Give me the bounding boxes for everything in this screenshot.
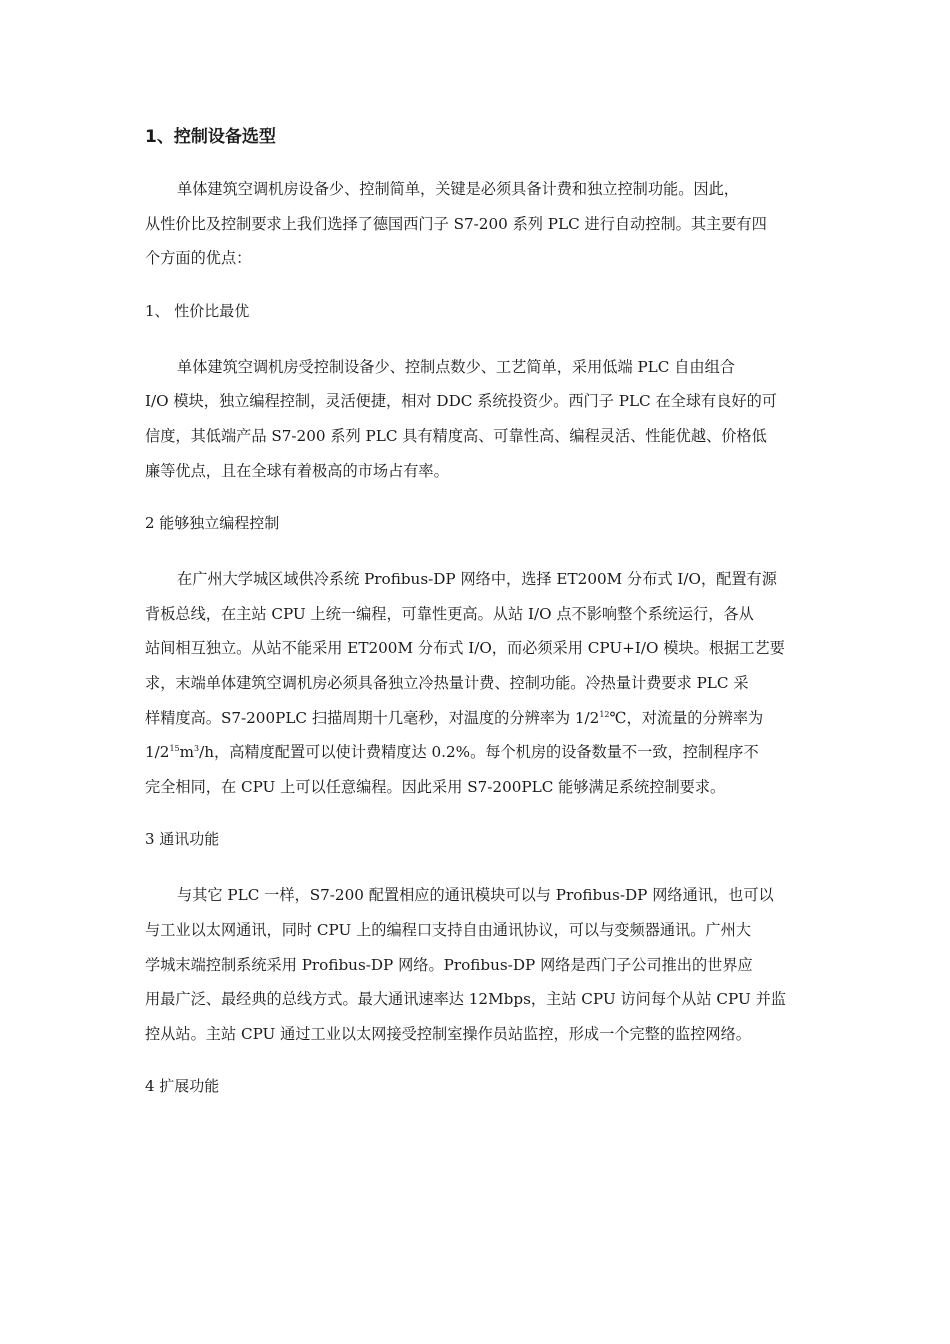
text-fragment: /h，高精度配置可以使计费精度达 0.2%。每个机房的设备数量不一致，控制程序不 (199, 743, 759, 762)
text-line: 控从站。主站 CPU 通过工业以太网接受控制室操作员站监控，形成一个完整的监控网络。 (145, 1024, 751, 1043)
text-line (145, 735, 805, 770)
document-body (145, 122, 805, 1101)
text-fragment: 样精度高。S7-200PLC 扫描周期十几毫秒，对温度的分辨率为 1/2 (145, 708, 600, 727)
body-paragraph (145, 350, 805, 488)
text-line: 与工业以太网通讯，同时 CPU 上的编程口支持自由通讯协议，可以与变频器通讯。广州大 (145, 920, 751, 939)
text-fragment: 1/2 (145, 743, 170, 762)
text-line: 用最广泛、最经典的总线方式。最大通讯速率达 12Mbps，主站 CPU 访问每个从站 CPU 并监 (145, 990, 786, 1009)
text-line: 单体建筑空调机房设备少、控制简单，关键是必须具备计费和独立控制功能。因此， (177, 180, 739, 198)
text-line: 学城末端控制系统采用 Profibus-DP 网络。Profibus-DP 网络是西门子公司推出的世界应 (145, 955, 753, 974)
text-line: 廉等优点，且在全球有着极高的市场占有率。 (145, 461, 449, 480)
text-line (145, 701, 805, 736)
subsection-title: 3 通讯功能 (145, 830, 220, 849)
intro-paragraph (145, 172, 805, 276)
superscript: 3 (194, 744, 200, 754)
superscript: 15 (169, 744, 180, 754)
superscript: 12 (599, 709, 610, 719)
text-line: 从性价比及控制要求上我们选择了德国西门子 S7-200 系列 PLC 进行自动控制。其主要有四 (145, 214, 767, 233)
text-line: 信度，其低端产品 S7-200 系列 PLC 具有精度高、可靠性高、编程灵活、性能优越、价格低 (145, 426, 767, 445)
text-line: 单体建筑空调机房受控制设备少、控制点数少、工艺简单，采用低端 PLC 自由组合 (177, 357, 735, 376)
text-line: 个方面的优点： (145, 249, 252, 268)
text-line: 站间相互独立。从站不能采用 ET200M 分布式 I/O，而必须采用 CPU+I/O 模块。根据工艺要 (145, 639, 785, 658)
text-line: 在广州大学城区域供冷系统 Profibus-DP 网络中，选择 ET200M 分布式 I/O，配置有源 (177, 570, 777, 589)
text-line: 完全相同，在 CPU 上可以任意编程。因此采用 S7-200PLC 能够满足系统控制要求。 (145, 777, 726, 796)
section-heading: 1、控制设备选型 (145, 127, 276, 147)
body-paragraph (145, 878, 805, 1051)
text-line: I/O 模块，独立编程控制，灵活便捷，相对 DDC 系统投资少。西门子 PLC 在全球有良好的可 (145, 392, 777, 411)
subsection-title: 2 能够独立编程控制 (145, 514, 280, 533)
text-line: 与其它 PLC 一样，S7-200 配置相应的通讯模块可以与 Profibus-DP 网络通讯，也可以 (177, 886, 774, 905)
text-line: 求，末端单体建筑空调机房必须具备独立冷热量计费、控制功能。冷热量计费要求 PLC 采 (145, 673, 749, 692)
subsection-title: 4 扩展功能 (145, 1077, 220, 1096)
text-fragment: m (179, 743, 195, 762)
text-fragment: ℃，对流量的分辨率为 (609, 708, 764, 727)
subsection-title: 1、 性价比最优 (145, 301, 250, 320)
body-paragraph (145, 562, 805, 804)
text-line: 背板总线，在主站 CPU 上统一编程，可靠性更高。从站 I/O 点不影响整个系统运行，各从 (145, 604, 754, 623)
